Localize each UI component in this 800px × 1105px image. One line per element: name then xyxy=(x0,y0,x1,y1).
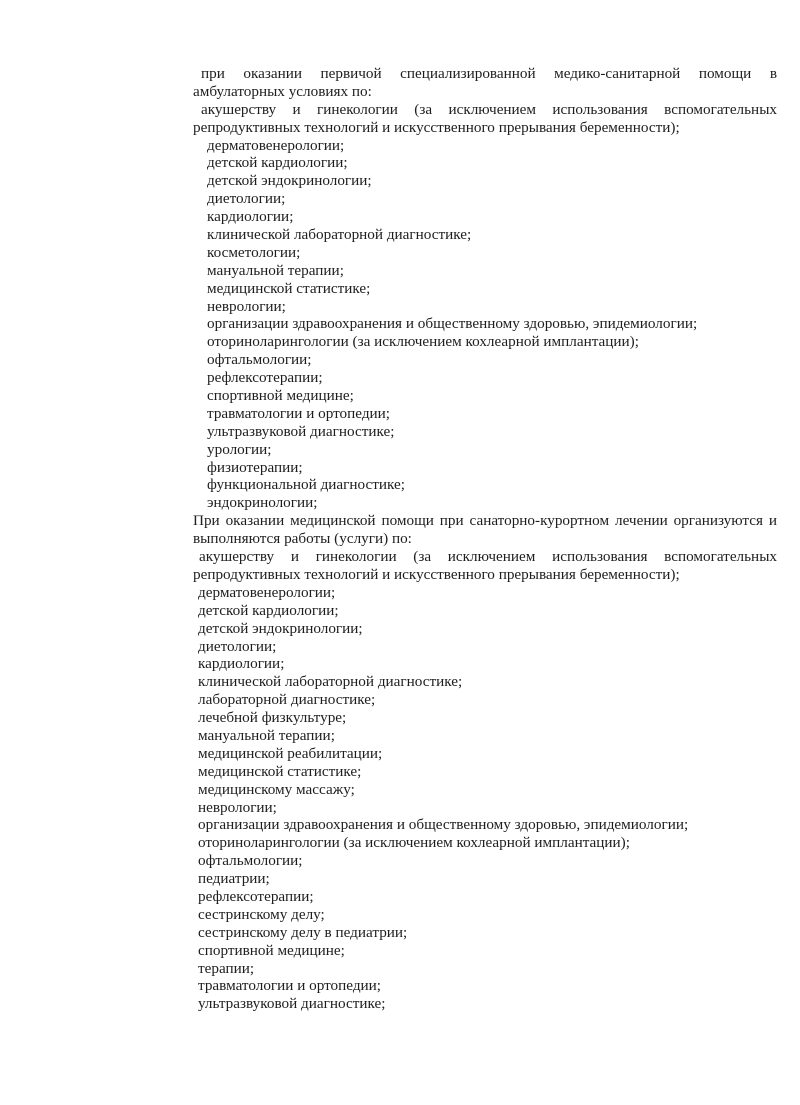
section2-list-item: спортивной медицине; xyxy=(198,941,345,959)
section2-list-item: кардиологии; xyxy=(198,655,285,673)
section1-list-item: физиотерапии; xyxy=(207,458,303,476)
section2-first-item-line1: акушерству и гинекологии (за исключением использования вспомогательных xyxy=(199,548,777,566)
section2-list-item: неврологии; xyxy=(198,798,277,816)
section2-list-item: педиатрии; xyxy=(198,870,270,888)
section2-list-item: диетологии; xyxy=(198,637,277,655)
section2-list-item: дерматовенерологии; xyxy=(198,583,336,601)
section2-list-item: травматологии и ортопедии; xyxy=(198,977,382,995)
section1-list-item: рефлексотерапии; xyxy=(207,369,323,387)
section2-intro-line2: выполняются работы (услуги) по: xyxy=(193,530,412,548)
section2-list-item: медицинской статистике; xyxy=(198,762,362,780)
section2-first-item-line2: репродуктивных технологий и искусственного прерывания беременности); xyxy=(193,565,680,583)
section2-list-item: сестринскому делу; xyxy=(198,905,325,923)
section2-list-item: офтальмологии; xyxy=(198,852,303,870)
section2-list-item: терапии; xyxy=(198,959,255,977)
section1-list-item: спортивной медицине; xyxy=(207,387,354,405)
section1-list-item: функциональной диагностике; xyxy=(207,476,405,494)
section2-list-item: детской кардиологии; xyxy=(198,601,339,619)
section1-list-item: косметологии; xyxy=(207,243,301,261)
section2-list-item: медицинскому массажу; xyxy=(198,780,355,798)
section2-intro-line1: При оказании медицинской помощи при санаторно-курортном лечении организуются и xyxy=(193,512,777,530)
section2-list-item: мануальной терапии; xyxy=(198,726,335,744)
section2-list-item: лечебной физкультуре; xyxy=(198,709,347,727)
section2-list-item: организации здравоохранения и общественному здоровью, эпидемиологии; xyxy=(198,816,689,834)
section1-list-item: детской эндокринологии; xyxy=(207,172,372,190)
section2-list-item: клинической лабораторной диагностике; xyxy=(198,673,463,691)
section1-list-item: детской кардиологии; xyxy=(207,154,348,172)
section1-list-item: урологии; xyxy=(207,440,272,458)
section1-list-item: мануальной терапии; xyxy=(207,261,344,279)
section2-list-item: лабораторной диагностике; xyxy=(198,691,376,709)
section2-list-item: медицинской реабилитации; xyxy=(198,744,383,762)
section1-list-item: клинической лабораторной диагностике; xyxy=(207,226,472,244)
section1-intro-line2: амбулаторных условиях по: xyxy=(193,82,372,100)
section1-list-item: неврологии; xyxy=(207,297,286,315)
section1-list-item: диетологии; xyxy=(207,190,286,208)
section1-list-item: оториноларингологии (за исключением кохлеарной имплантации); xyxy=(207,333,639,351)
section1-list-item: медицинской статистике; xyxy=(207,279,371,297)
section1-list-item: ультразвуковой диагностике; xyxy=(207,422,395,440)
section1-list-item: кардиологии; xyxy=(207,208,294,226)
section2-list-item: ультразвуковой диагностике; xyxy=(198,995,386,1013)
section1-list-item: офтальмологии; xyxy=(207,351,312,369)
section1-list-item: организации здравоохранения и общественному здоровью, эпидемиологии; xyxy=(207,315,698,333)
section1-list-item: эндокринологии; xyxy=(207,494,318,512)
section2-list-item: детской эндокринологии; xyxy=(198,619,363,637)
document-body xyxy=(193,65,777,1013)
section2-list-item: оториноларингологии (за исключением кохлеарной имплантации); xyxy=(198,834,630,852)
section1-list-item: травматологии и ортопедии; xyxy=(207,404,391,422)
section1-first-item-line2: репродуктивных технологий и искусственного прерывания беременности); xyxy=(193,118,680,136)
section2-list-item: сестринскому делу в педиатрии; xyxy=(198,923,408,941)
section1-list-item: дерматовенерологии; xyxy=(207,136,345,154)
section2-list-item: рефлексотерапии; xyxy=(198,887,314,905)
section1-intro-line1: при оказании первичой специализированной медико-санитарной помощи в xyxy=(201,65,777,82)
section1-first-item-line1: акушерству и гинекологии (за исключением использования вспомогательных xyxy=(201,100,777,118)
